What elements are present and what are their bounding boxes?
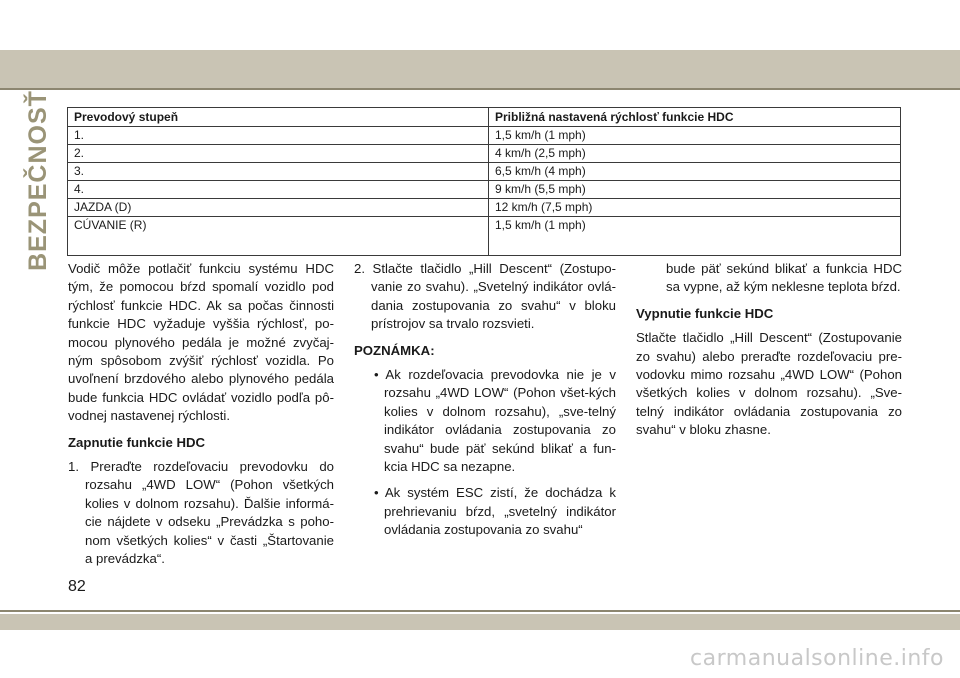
table-row — [68, 181, 901, 199]
text-column-3 — [636, 260, 902, 448]
note-heading: POZNÁMKA: — [354, 342, 435, 358]
table-header-speed: Približná nastavená rýchlosť funkcie HDC — [489, 108, 901, 127]
header-band — [0, 50, 960, 88]
text-column-1 — [68, 260, 334, 577]
footer-rule — [0, 610, 960, 612]
step-1: 1. Preraďte rozdeľovaciu prevodovku do rozsahu „4WD LOW“ (Pohon všetkých kolies v dolnom rozsahu). Ďalšie informá-cie nájdete v odseku „Prevádzka s poho-nom všetkých kolies“ v časti „Štartovanie a prevádzka“. — [68, 459, 334, 567]
top-margin — [0, 0, 960, 50]
table-cell-gear: 3. — [68, 163, 489, 181]
table-cell-speed: 1,5 km/h (1 mph) — [489, 127, 901, 145]
table-cell-speed: 12 km/h (7,5 mph) — [489, 199, 901, 217]
page-number: 82 — [68, 578, 86, 595]
table-cell-speed: 6,5 km/h (4 mph) — [489, 163, 901, 181]
table-cell-speed: 9 km/h (5,5 mph) — [489, 181, 901, 199]
table-header-row — [68, 108, 901, 127]
section-label: BEZPEČNOSŤ — [23, 89, 52, 271]
note-bullet-2-continued: bude päť sekúnd blikať a funkcia HDC sa vypne, až kým neklesne teplota bŕzd. — [666, 261, 902, 295]
footer-band — [0, 614, 960, 630]
text-column-2 — [354, 260, 616, 548]
table-row — [68, 145, 901, 163]
enable-hdc-heading: Zapnutie funkcie HDC — [68, 434, 206, 450]
table-cell-gear: 2. — [68, 145, 489, 163]
table-row — [68, 163, 901, 181]
section-tab — [18, 89, 58, 271]
table-row — [68, 199, 901, 217]
table-cell-speed: 1,5 km/h (1 mph) — [489, 217, 901, 256]
table-row — [68, 127, 901, 145]
header-rule — [0, 88, 960, 90]
disable-hdc-paragraph: Stlačte tlačidlo „Hill Descent“ (Zostupovanie zo svahu) alebo preraďte rozdeľovaciu pre-vodovku mimo rozsahu „4WD LOW“ (Pohon všetkých kolies v dolnom rozsahu). „Sve-telný indikátor ovládania zostupovania zo svahu“ v bloku zhasne. — [636, 330, 902, 438]
note-bullet-1: • Ak rozdeľovacia prevodovka nie je v rozsahu „4WD LOW“ (Pohon všet-kých kolies v dolnom rozsahu), „sve-telný indikátor ovládania zostupovania zo svahu“ bude päť sekúnd blikať a fun-kcia HDC sa nezapne. — [374, 367, 616, 475]
disable-hdc-heading: Vypnutie funkcie HDC — [636, 305, 774, 321]
note-bullet-2: • Ak systém ESC zistí, že dochádza k prehrievaniu bŕzd, „svetelný indikátor ovládania zostupovania zo svahu“ — [374, 485, 616, 538]
table-cell-speed: 4 km/h (2,5 mph) — [489, 145, 901, 163]
hdc-speed-table — [67, 107, 901, 256]
step-2: 2. Stlačte tlačidlo „Hill Descent“ (Zostupo-vanie zo svahu). „Svetelný indikátor ovlá-dania zostupovania zo svahu“ v bloku prístrojov sa trvalo rozsvieti. — [354, 261, 616, 332]
watermark-text: carmanualsonline.info — [690, 646, 944, 671]
intro-paragraph: Vodič môže potlačiť funkciu systému HDC tým, že pomocou bŕzd spomalí vozidlo pod rýchlosť funkcie HDC. Ak sa počas činnosti funkcie HDC vyžaduje vyššia rýchlosť, po-mocou plynového pedála je možné zvyčaj-ným spôsobom zvýšiť rýchlosť vozidla. Po uvoľnení brzdového alebo plynového pedála bude funkcia HDC ovládať vozidlo podľa pô-vodnej nastavenej rýchlosti. — [68, 261, 334, 424]
table-cell-gear: JAZDA (D) — [68, 199, 489, 217]
table-cell-gear: 4. — [68, 181, 489, 199]
table-header-gear: Prevodový stupeň — [68, 108, 489, 127]
table-cell-gear: 1. — [68, 127, 489, 145]
table-cell-gear: CÚVANIE (R) — [68, 217, 489, 256]
table-row — [68, 217, 901, 256]
